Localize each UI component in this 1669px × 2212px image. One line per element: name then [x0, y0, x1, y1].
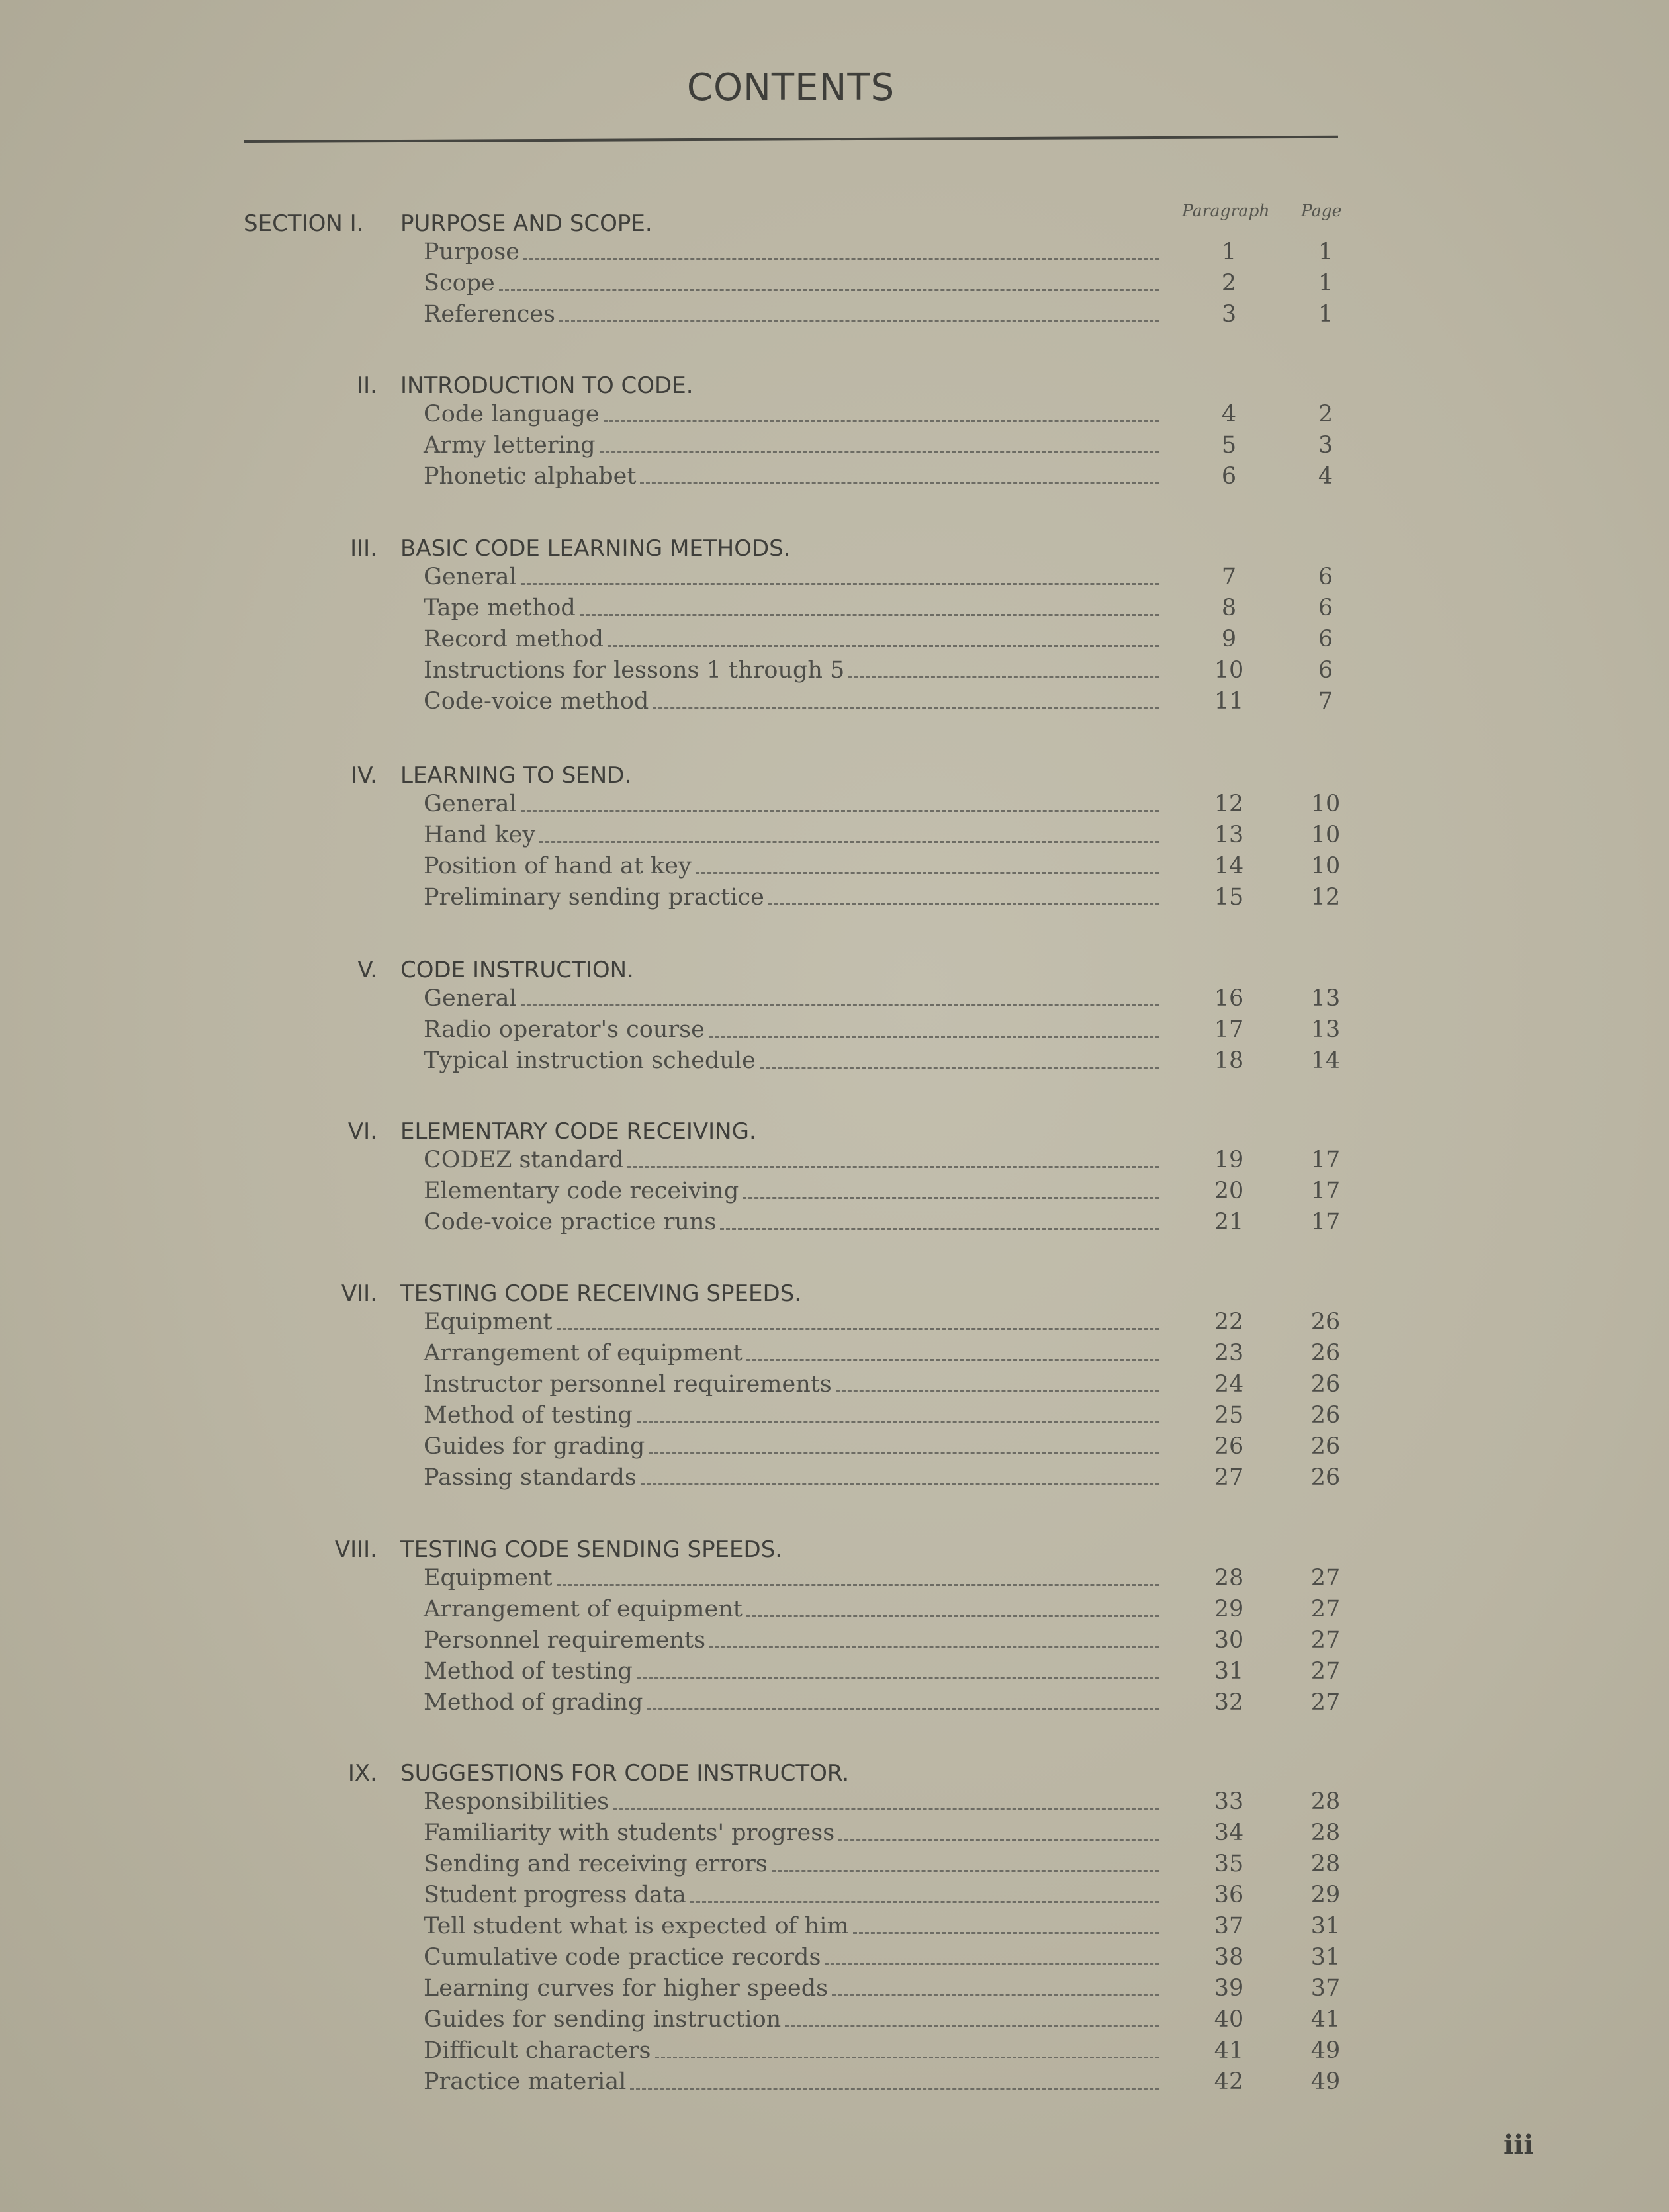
dot-leader: [557, 1328, 1159, 1330]
dot-leader: [746, 1615, 1159, 1617]
entry-label: References: [424, 301, 555, 328]
entry-page-number: 49: [1310, 2037, 1341, 2064]
dot-leader: [853, 1932, 1159, 1934]
entry-label: Code-voice method: [424, 688, 649, 715]
toc-entry[interactable]: [0, 1400, 1669, 1431]
entry-label: General: [424, 564, 517, 590]
entry-label: Tape method: [424, 595, 576, 621]
entry-label: Method of testing: [424, 1658, 633, 1685]
entry-paragraph-number: 28: [1214, 1565, 1244, 1591]
entry-paragraph-number: 3: [1221, 301, 1237, 328]
toc-entry[interactable]: [0, 461, 1669, 492]
entry-label: Learning curves for higher speeds: [424, 1975, 829, 2002]
toc-entry[interactable]: [0, 562, 1669, 592]
entry-page-number: 13: [1310, 1016, 1341, 1043]
dot-leader: [637, 1421, 1159, 1423]
entry-paragraph-number: 9: [1221, 626, 1237, 652]
entry-label: Responsibilities: [424, 1789, 609, 1815]
toc-entry[interactable]: [0, 655, 1669, 686]
toc-entry[interactable]: [0, 1369, 1669, 1399]
dot-leader: [825, 1963, 1159, 1965]
toc-entry[interactable]: [0, 1942, 1669, 1972]
entry-label: Difficult characters: [424, 2037, 651, 2064]
entry-page-number: 1: [1318, 239, 1333, 265]
toc-entry[interactable]: [0, 1176, 1669, 1206]
entry-paragraph-number: 24: [1214, 1371, 1244, 1397]
entry-paragraph-number: 12: [1214, 791, 1244, 817]
toc-entry[interactable]: [0, 624, 1669, 654]
entry-paragraph-number: 26: [1214, 1433, 1244, 1460]
entry-paragraph-number: 19: [1214, 1147, 1244, 1173]
entry-page-number: 10: [1310, 791, 1341, 817]
entry-label: Equipment: [424, 1565, 553, 1591]
section-title: SUGGESTIONS FOR CODE INSTRUCTOR.: [400, 1760, 850, 1787]
dot-leader: [539, 841, 1159, 843]
entry-label: Tell student what is expected of him: [424, 1913, 849, 1939]
entry-page-number: 26: [1310, 1433, 1341, 1460]
toc-entry[interactable]: [0, 1014, 1669, 1045]
entry-paragraph-number: 6: [1221, 463, 1237, 490]
entry-paragraph-number: 4: [1221, 401, 1237, 427]
toc-entry[interactable]: [0, 1338, 1669, 1368]
page-number: iii: [1504, 2129, 1534, 2160]
entry-label: Position of hand at key: [424, 853, 692, 879]
entry-paragraph-number: 5: [1221, 432, 1237, 459]
dot-leader: [523, 258, 1159, 260]
entry-label: Code-voice practice runs: [424, 1209, 717, 1235]
entry-page-number: 13: [1310, 985, 1341, 1012]
dot-leader: [709, 1646, 1159, 1648]
entry-page-number: 6: [1318, 595, 1333, 621]
dot-leader: [637, 1677, 1159, 1679]
dot-leader: [690, 1901, 1159, 1903]
entry-label: Guides for sending instruction: [424, 2006, 782, 2033]
section-number: III.: [350, 535, 377, 562]
dot-leader: [772, 1870, 1159, 1872]
entry-page-number: 6: [1318, 626, 1333, 652]
entry-label: Hand key: [424, 822, 536, 848]
entry-paragraph-number: 20: [1214, 1178, 1244, 1204]
dot-leader: [760, 1067, 1159, 1069]
entry-paragraph-number: 29: [1214, 1596, 1244, 1622]
entry-page-number: 49: [1310, 2068, 1341, 2095]
entry-label: Elementary code receiving: [424, 1178, 739, 1204]
entry-page-number: 26: [1310, 1371, 1341, 1397]
section-title: LEARNING TO SEND.: [400, 762, 632, 789]
entry-paragraph-number: 10: [1214, 657, 1244, 684]
toc-entry[interactable]: [0, 820, 1669, 850]
entry-label: Radio operator's course: [424, 1016, 705, 1043]
entry-paragraph-number: 23: [1214, 1340, 1244, 1366]
entry-page-number: 12: [1310, 884, 1341, 910]
entry-label: Arrangement of equipment: [424, 1596, 743, 1622]
entry-paragraph-number: 1: [1221, 239, 1237, 265]
dot-leader: [836, 1390, 1159, 1392]
page-title: CONTENTS: [686, 66, 895, 109]
entry-page-number: 28: [1310, 1820, 1341, 1846]
entry-paragraph-number: 27: [1214, 1464, 1244, 1491]
toc-entry[interactable]: [0, 1911, 1669, 1941]
dot-leader: [521, 583, 1159, 585]
entry-page-number: 2: [1318, 401, 1333, 427]
toc-entry[interactable]: [0, 1787, 1669, 1817]
entry-page-number: 31: [1310, 1913, 1341, 1939]
entry-label: CODEZ standard: [424, 1147, 624, 1173]
entry-label: Sending and receiving errors: [424, 1851, 768, 1877]
toc-entry[interactable]: [0, 2004, 1669, 2035]
column-header-page: Page: [1301, 201, 1342, 220]
section-title: INTRODUCTION TO CODE.: [400, 373, 694, 399]
entry-label: Code language: [424, 401, 600, 427]
entry-page-number: 27: [1310, 1689, 1341, 1716]
toc-entry[interactable]: [0, 1594, 1669, 1624]
dot-leader: [785, 2025, 1159, 2027]
dot-leader: [655, 2057, 1159, 2058]
entry-page-number: 28: [1310, 1789, 1341, 1815]
toc-entry[interactable]: [0, 1880, 1669, 1910]
entry-paragraph-number: 30: [1214, 1627, 1244, 1654]
entry-page-number: 10: [1310, 853, 1341, 879]
entry-page-number: 3: [1318, 432, 1333, 459]
toc-entry[interactable]: [0, 299, 1669, 330]
dot-leader: [768, 903, 1159, 905]
entry-label: Cumulative code practice records: [424, 1944, 821, 1970]
entry-page-number: 27: [1310, 1565, 1341, 1591]
entry-page-number: 37: [1310, 1975, 1341, 2002]
entry-label: Phonetic alphabet: [424, 463, 637, 490]
entry-paragraph-number: 31: [1214, 1658, 1244, 1685]
entry-label: Purpose: [424, 239, 519, 265]
entry-page-number: 41: [1310, 2006, 1341, 2033]
toc-entry[interactable]: [0, 983, 1669, 1014]
entry-page-number: 28: [1310, 1851, 1341, 1877]
entry-label: Method of testing: [424, 1402, 633, 1429]
entry-label: Familiarity with students' progress: [424, 1820, 835, 1846]
section-number: VII.: [341, 1280, 377, 1307]
toc-entry[interactable]: [0, 1045, 1669, 1076]
dot-leader: [559, 320, 1159, 322]
entry-page-number: 1: [1318, 270, 1333, 296]
entry-page-number: 26: [1310, 1309, 1341, 1335]
entry-paragraph-number: 35: [1214, 1851, 1244, 1877]
entry-paragraph-number: 22: [1214, 1309, 1244, 1335]
column-header-paragraph: Paragraph: [1182, 201, 1270, 220]
entry-paragraph-number: 25: [1214, 1402, 1244, 1429]
toc-entry[interactable]: [0, 1145, 1669, 1175]
entry-paragraph-number: 14: [1214, 853, 1244, 879]
dot-leader: [653, 707, 1159, 709]
dot-leader: [580, 614, 1159, 616]
section-title: BASIC CODE LEARNING METHODS.: [400, 535, 791, 562]
entry-page-number: 17: [1310, 1147, 1341, 1173]
entry-page-number: 26: [1310, 1340, 1341, 1366]
dot-leader: [720, 1228, 1159, 1230]
entry-page-number: 4: [1318, 463, 1333, 490]
toc-entry[interactable]: [0, 268, 1669, 298]
entry-page-number: 27: [1310, 1596, 1341, 1622]
entry-page-number: 6: [1318, 657, 1333, 684]
dot-leader: [848, 676, 1159, 678]
section-title: TESTING CODE RECEIVING SPEEDS.: [400, 1280, 802, 1307]
section-number: II.: [357, 373, 377, 399]
toc-entry[interactable]: [0, 851, 1669, 881]
dot-leader: [746, 1359, 1159, 1361]
entry-page-number: 17: [1310, 1178, 1341, 1204]
entry-paragraph-number: 18: [1214, 1047, 1244, 1074]
entry-label: General: [424, 791, 517, 817]
toc-entry[interactable]: [0, 2035, 1669, 2066]
dot-leader: [696, 872, 1159, 874]
entry-label: Practice material: [424, 2068, 627, 2095]
entry-page-number: 26: [1310, 1402, 1341, 1429]
dot-leader: [743, 1197, 1159, 1199]
entry-label: General: [424, 985, 517, 1012]
dot-leader: [838, 1839, 1159, 1841]
entry-paragraph-number: 33: [1214, 1789, 1244, 1815]
entry-label: Army lettering: [424, 432, 596, 459]
toc-entry[interactable]: [0, 1431, 1669, 1462]
entry-paragraph-number: 41: [1214, 2037, 1244, 2064]
toc-entry[interactable]: [0, 1462, 1669, 1493]
toc-entry[interactable]: [0, 1307, 1669, 1337]
entry-label: Scope: [424, 270, 495, 296]
entry-page-number: 27: [1310, 1658, 1341, 1685]
entry-paragraph-number: 21: [1214, 1209, 1244, 1235]
toc-entry[interactable]: [0, 1849, 1669, 1879]
entry-label: Guides for grading: [424, 1433, 645, 1460]
entry-page-number: 6: [1318, 564, 1333, 590]
section-number: SECTION I.: [244, 210, 364, 237]
dot-leader: [604, 420, 1159, 422]
entry-paragraph-number: 36: [1214, 1882, 1244, 1908]
dot-leader: [627, 1166, 1159, 1168]
toc-entry[interactable]: [0, 2066, 1669, 2097]
dot-leader: [613, 1808, 1159, 1810]
entry-paragraph-number: 13: [1214, 822, 1244, 848]
entry-page-number: 31: [1310, 1944, 1341, 1970]
entry-label: Typical instruction schedule: [424, 1047, 756, 1074]
entry-paragraph-number: 37: [1214, 1913, 1244, 1939]
toc-entry[interactable]: [0, 593, 1669, 623]
toc-entry[interactable]: [0, 399, 1669, 429]
section-title: PURPOSE AND SCOPE.: [400, 210, 653, 237]
entry-paragraph-number: 7: [1221, 564, 1237, 590]
dot-leader: [521, 1004, 1159, 1006]
dot-leader: [709, 1036, 1159, 1038]
section-title: TESTING CODE SENDING SPEEDS.: [400, 1536, 783, 1563]
toc-entry[interactable]: [0, 1973, 1669, 2004]
entry-label: Personnel requirements: [424, 1627, 706, 1654]
toc-entry[interactable]: [0, 1656, 1669, 1687]
dot-leader: [521, 810, 1159, 812]
toc-entry[interactable]: [0, 1687, 1669, 1718]
section-number: VI.: [347, 1118, 377, 1145]
dot-leader: [649, 1452, 1159, 1454]
entry-page-number: 1: [1318, 301, 1333, 328]
toc-entry[interactable]: [0, 1818, 1669, 1848]
entry-page-number: 10: [1310, 822, 1341, 848]
entry-label: Student progress data: [424, 1882, 686, 1908]
section-title: ELEMENTARY CODE RECEIVING.: [400, 1118, 756, 1145]
entry-page-number: 7: [1318, 688, 1333, 715]
dot-leader: [608, 645, 1159, 647]
entry-paragraph-number: 40: [1214, 2006, 1244, 2033]
entry-paragraph-number: 17: [1214, 1016, 1244, 1043]
dot-leader: [600, 451, 1159, 453]
entry-paragraph-number: 39: [1214, 1975, 1244, 2002]
entry-label: Passing standards: [424, 1464, 637, 1491]
toc-entry[interactable]: [0, 1207, 1669, 1237]
dot-leader: [832, 1994, 1159, 1996]
toc-entry[interactable]: [0, 789, 1669, 819]
toc-entry[interactable]: [0, 1625, 1669, 1656]
dot-leader: [640, 482, 1159, 484]
toc-entry[interactable]: [0, 1563, 1669, 1593]
dot-leader: [499, 289, 1159, 291]
dot-leader: [630, 2088, 1159, 2090]
entry-paragraph-number: 42: [1214, 2068, 1244, 2095]
entry-label: Arrangement of equipment: [424, 1340, 743, 1366]
entry-page-number: 14: [1310, 1047, 1341, 1074]
entry-paragraph-number: 2: [1221, 270, 1237, 296]
entry-page-number: 27: [1310, 1627, 1341, 1654]
toc-entry[interactable]: [0, 882, 1669, 912]
entry-label: Method of grading: [424, 1689, 643, 1716]
entry-label: Instructor personnel requirements: [424, 1371, 832, 1397]
entry-paragraph-number: 38: [1214, 1944, 1244, 1970]
section-number: IX.: [347, 1760, 377, 1787]
entry-label: Equipment: [424, 1309, 553, 1335]
entry-label: Instructions for lessons 1 through 5: [424, 657, 845, 684]
dot-leader: [641, 1483, 1159, 1485]
section-number: IV.: [351, 762, 377, 789]
entry-paragraph-number: 16: [1214, 985, 1244, 1012]
entry-paragraph-number: 34: [1214, 1820, 1244, 1846]
dot-leader: [647, 1708, 1159, 1710]
entry-paragraph-number: 15: [1214, 884, 1244, 910]
entry-label: Record method: [424, 626, 604, 652]
entry-paragraph-number: 32: [1214, 1689, 1244, 1716]
section-title: CODE INSTRUCTION.: [400, 957, 634, 983]
entry-paragraph-number: 8: [1221, 595, 1237, 621]
entry-page-number: 17: [1310, 1209, 1341, 1235]
section-number: VIII.: [334, 1536, 377, 1563]
section-number: V.: [357, 957, 377, 983]
entry-page-number: 26: [1310, 1464, 1341, 1491]
entry-label: Preliminary sending practice: [424, 884, 764, 910]
entry-page-number: 29: [1310, 1882, 1341, 1908]
toc-entry[interactable]: [0, 430, 1669, 461]
toc-entry[interactable]: [0, 686, 1669, 717]
toc-entry[interactable]: [0, 237, 1669, 267]
entry-paragraph-number: 11: [1214, 688, 1244, 715]
dot-leader: [557, 1584, 1159, 1586]
